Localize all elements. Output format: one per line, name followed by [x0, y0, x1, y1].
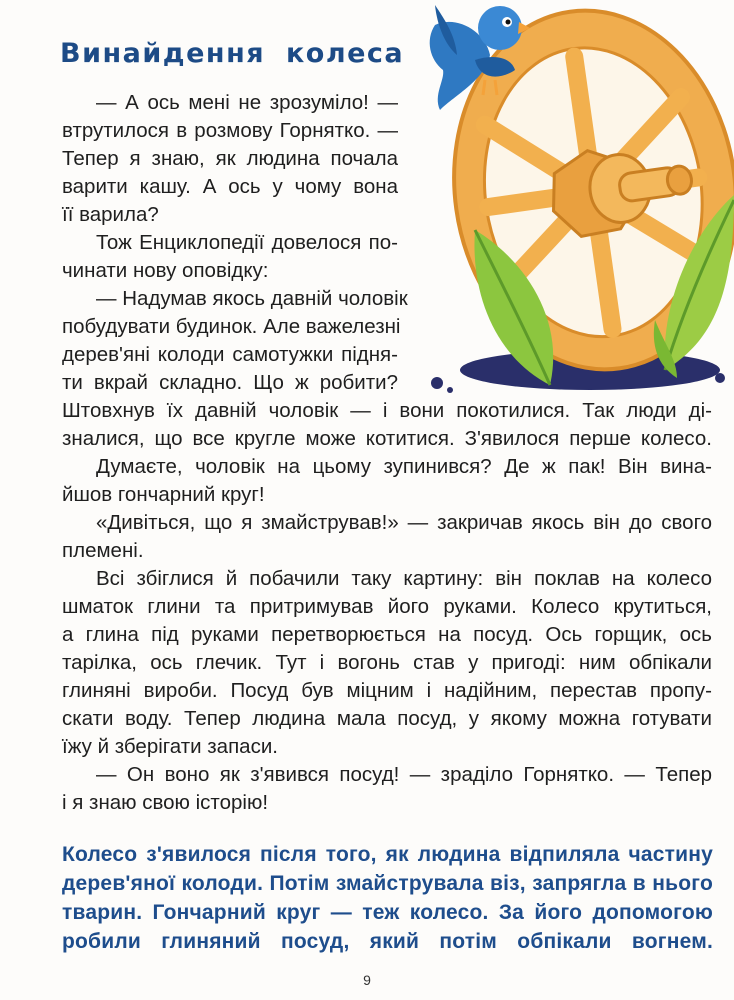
- story-line: шматок глини та притримував його руками. Колесо крутиться,: [62, 595, 712, 618]
- story-line: їжу й зберігати запаси.: [62, 735, 278, 758]
- story-line: її варила?: [62, 203, 159, 226]
- story-line: Тепер я знаю, як людина почала: [62, 147, 398, 170]
- summary-line: робили глиняний посуд, який потім обпікали вогнем.: [62, 930, 713, 953]
- story-line: глиняні вироби. Посуд був міцним і надійним, перестав пропу-: [62, 679, 712, 702]
- summary-line: дерев'яної колоди. Потім змайструвала віз, запрягла в нього: [62, 872, 713, 895]
- story-line: йшов гончарний круг!: [62, 483, 265, 506]
- story-line: — Надумав якось давній чоловік: [96, 287, 408, 310]
- story-line: Тож Енциклопедії довелося по-: [96, 231, 398, 254]
- page-title: Винайдення колеса: [60, 38, 405, 69]
- story-line: племені.: [62, 539, 144, 562]
- story-line: скати воду. Тепер людина мала посуд, у якому можна готувати: [62, 707, 712, 730]
- summary-line: Колесо з'явилося після того, як людина відпиляла частину: [62, 843, 713, 866]
- story-line: Думаєте, чоловік на цьому зупинився? Де ж пак! Він вина-: [96, 455, 712, 478]
- story-line: чинати нову оповідку:: [62, 259, 269, 282]
- story-line: тарілка, ось глечик. Тут і вогонь став у пригоді: ним обпікали: [62, 651, 712, 674]
- story-line: побудувати будинок. Але важелезні: [62, 315, 401, 338]
- wheel-illustration: [415, 0, 734, 420]
- story-line: і я знаю свою історію!: [62, 791, 269, 814]
- story-line: варити кашу. А ось у чому вона: [62, 175, 398, 198]
- story-line: а глина під руками перетворюється на посуд. Ось горщик, ось: [62, 623, 712, 646]
- summary-line: тварин. Гончарний круг — теж колесо. За його допомогою: [62, 901, 713, 924]
- story-line: Всі збіглися й побачили таку картину: він поклав на колесо: [96, 567, 712, 590]
- story-line: ти вкрай складно. Що ж робити?: [62, 371, 398, 394]
- story-line: дерев'яні колоди самотужки підня-: [62, 343, 398, 366]
- story-line: втрутилося в розмову Горнятко. —: [62, 119, 398, 142]
- page-number: 9: [363, 972, 371, 988]
- story-line: — Он воно як з'явився посуд! — зраділо Горнятко. — Тепер: [96, 763, 712, 786]
- story-line: «Дивіться, що я змайстрував!» — закричав якось він до свого: [96, 511, 712, 534]
- story-line: Штовхнув їх давній чоловік — і вони покотилися. Так люди ді-: [62, 399, 712, 422]
- story-line: зналися, що все кругле може котитися. З'явилося перше колесо.: [62, 427, 712, 450]
- story-line: — А ось мені не зрозуміло! —: [96, 91, 398, 114]
